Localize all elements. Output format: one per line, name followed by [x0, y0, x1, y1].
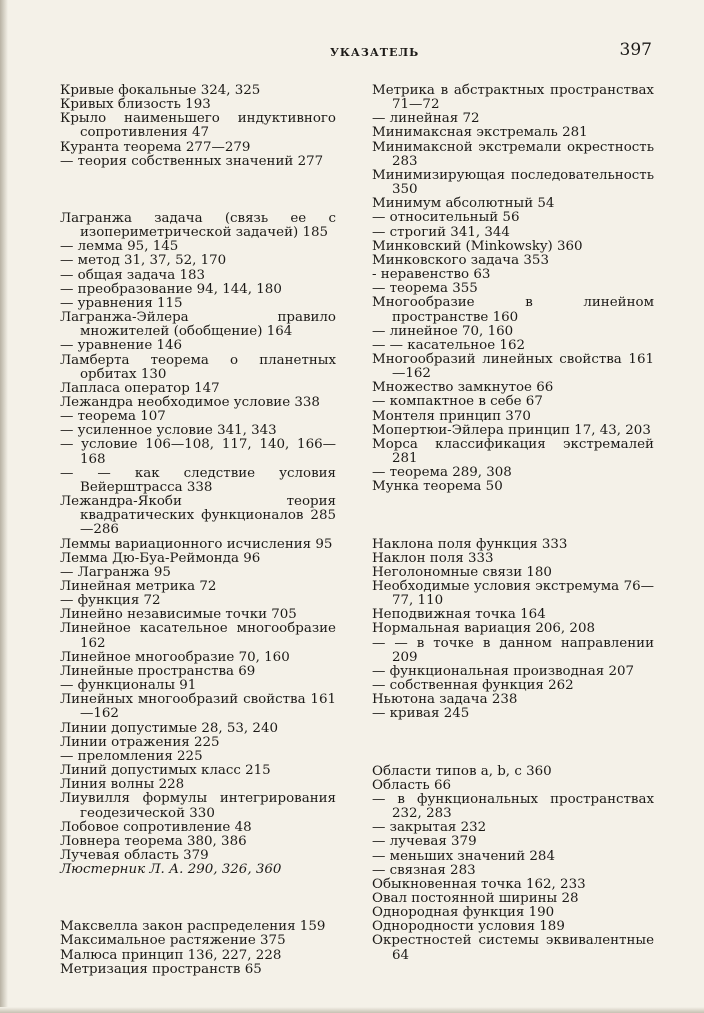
- index-entry: Ньютона задача 238: [372, 692, 518, 708]
- index-entry: Минковский (Minkowsky) 360: [372, 238, 583, 254]
- index-entry: Однородная функция 190: [372, 905, 555, 921]
- page-header: [60, 40, 664, 62]
- letter-group-gap: [372, 495, 654, 538]
- index-entry: — преобразование 94, 144, 180: [60, 281, 282, 297]
- index-entry: Минимаксная экстремаль 281: [372, 125, 588, 141]
- index-entry: Многообразие в линейном пространстве 160: [372, 295, 654, 325]
- index-entry: Однородности условия 189: [372, 919, 565, 935]
- index-entry: Кривые фокальные 324, 325: [60, 83, 261, 98]
- index-entry: Линейных многообразий свойства 161—162: [60, 692, 336, 722]
- index-entry: — в функциональных пространствах 232, 283: [372, 791, 654, 822]
- index-entry: — строгий 341, 344: [372, 224, 510, 240]
- index-entry: Минимум абсолютный 54: [372, 196, 555, 212]
- index-entry: — линейная 72: [372, 111, 480, 127]
- index-entry: — преломления 225: [60, 748, 203, 764]
- index-entry: Наклона поля функция 333: [372, 536, 568, 552]
- index-entry: — меньших значений 284: [372, 848, 555, 864]
- index-entry: Неголономные связи 180: [372, 564, 552, 580]
- index-entry: — компактное в себе 67: [372, 394, 543, 410]
- index-entry: Лапласа оператор 147: [60, 380, 220, 396]
- index-entry: — общая задача 183: [60, 267, 206, 283]
- index-entry: Метрика в абстрактных пространствах 71—72: [372, 83, 654, 113]
- index-entry: Линейные пространства 69: [60, 663, 256, 679]
- index-entry: Леммы вариационного исчисления 95: [60, 536, 333, 552]
- index-entry: Наклон поля 333: [372, 550, 494, 566]
- index-entry: — относительный 56: [372, 210, 520, 226]
- index-entry: Мунка теорема 50: [372, 479, 503, 495]
- index-entry: — — в точке в данном направлении 209: [372, 635, 654, 665]
- index-entry: Неподвижная точка 164: [372, 607, 546, 623]
- index-entry: Линейное касательное многообразие 162: [60, 621, 336, 651]
- index-entry: Область 66: [372, 777, 452, 793]
- index-entry: — уравнение 146: [60, 338, 183, 354]
- index-entry: — теорема 289, 308: [372, 465, 512, 481]
- index-entry: Линий допустимых класс 215: [60, 763, 271, 779]
- letter-group-gap: [60, 877, 336, 920]
- index-entry: — связная 283: [372, 862, 476, 878]
- index-entry: Кривых близость 193: [60, 97, 211, 113]
- index-entry: Малюса принцип 136, 227, 228: [60, 947, 282, 963]
- index-entry: — уравнения 115: [60, 295, 183, 311]
- index-entry: Линии допустимые 28, 53, 240: [60, 720, 278, 736]
- index-entry: Монтеля принцип 370: [372, 408, 531, 424]
- running-title: УКАЗАТЕЛЬ: [330, 46, 420, 59]
- index-entry: — линейное 70, 160: [372, 323, 514, 339]
- index-entry: Нормальная вариация 206, 208: [372, 621, 595, 637]
- index-entry: Лобовое сопротивление 48: [60, 819, 252, 835]
- index-entry: — функциональная производная 207: [372, 663, 635, 679]
- page-shadow-bottom: [0, 1007, 704, 1013]
- index-entry: Мопертюи-Эйлера принцип 17, 43, 203: [372, 422, 651, 438]
- index-entry: — усиленное условие 341, 343: [60, 423, 277, 439]
- index-entry: Минимизирующая последовательность 350: [372, 167, 654, 198]
- index-entry: — лемма 95, 145: [60, 239, 179, 255]
- index-entry: — — касательное 162: [372, 337, 525, 353]
- index-entry: — Лагранжа 95: [60, 564, 171, 580]
- index-entry: Морса классификация экстремалей 281: [372, 436, 654, 467]
- index-entry: Множество замкнутое 66: [372, 380, 554, 396]
- index-entry: Люстерник Л. А. 290, 326, 360: [60, 862, 282, 878]
- index-entry: — кривая 245: [372, 706, 470, 722]
- index-entry: Линейно независимые точки 705: [60, 607, 297, 623]
- index-entry: — теорема 107: [60, 409, 166, 425]
- index-entry: Куранта теорема 277—279: [60, 139, 251, 155]
- index-entry: Лежандра необходимое условие 338: [60, 394, 320, 410]
- index-column-right: [372, 84, 654, 963]
- index-entry: Необходимые условия экстремума 76—77, 110: [372, 579, 654, 609]
- page-number: 397: [619, 40, 652, 60]
- index-entry: Лагранжа задача (связь ее с изопериметрической задачей) 185: [60, 210, 336, 241]
- index-entry: — теорема 355: [372, 281, 478, 297]
- index-entry: — собственная функция 262: [372, 678, 574, 694]
- index-entry: Крыло наименьшего индуктивного сопротивления 47: [60, 111, 336, 141]
- index-entry: Метризация пространств 65: [60, 961, 262, 977]
- page-shadow-left: [0, 0, 8, 1013]
- index-entry: Лучевая область 379: [60, 847, 209, 863]
- index-entry: Максвелла закон распределения 159: [60, 919, 326, 935]
- index-entry: — функционалы 91: [60, 678, 197, 694]
- index-entry: Лемма Дю-Буа-Реймонда 96: [60, 550, 261, 566]
- index-entry: Ламберта теорема о планетных орбитах 130: [60, 352, 336, 382]
- index-entry: Линия волны 228: [60, 777, 185, 793]
- index-entry: Лиувилля формулы интегрирования геодезической 330: [60, 791, 336, 821]
- index-entry: Минимаксной экстремали окрестность 283: [372, 139, 654, 169]
- index-entry: Минковского задача 353: [372, 252, 549, 268]
- index-entry: — закрытая 232: [372, 820, 487, 836]
- letter-group-gap: [372, 722, 654, 765]
- index-entry: Максимальное растяжение 375: [60, 933, 286, 949]
- index-entry: Окрестностей системы эквивалентные 64: [372, 933, 654, 963]
- index-entry: Лагранжа-Эйлера правило множителей (обобщение) 164: [60, 310, 336, 340]
- index-entry: Обыкновенная точка 162, 233: [372, 876, 586, 892]
- index-entry: Ловнера теорема 380, 386: [60, 833, 247, 849]
- index-entry: — лучевая 379: [372, 834, 477, 850]
- index-entry: — функция 72: [60, 593, 161, 609]
- index-entry: — метод 31, 37, 52, 170: [60, 253, 227, 269]
- index-entry: Линии отражения 225: [60, 734, 220, 750]
- index-entry: Линейная метрика 72: [60, 579, 217, 594]
- index-entry: Лежандра-Якоби теория квадратических функционалов 285—286: [60, 494, 336, 538]
- index-entry: Овал постоянной ширины 28: [372, 890, 579, 906]
- letter-group-gap: [60, 169, 336, 212]
- index-entry: Линейное многообразие 70, 160: [60, 649, 290, 665]
- index-column-left: [60, 84, 336, 977]
- index-entry: - неравенство 63: [372, 267, 491, 283]
- index-entry: Области типов a, b, c 360: [372, 763, 552, 779]
- index-entry: Многообразий линейных свойства 161—162: [372, 351, 654, 382]
- index-entry: — — как следствие условия Вейерштрасса 338: [60, 465, 336, 495]
- index-entry: — теория собственных значений 277: [60, 153, 324, 169]
- index-entry: — условие 106—108, 117, 140, 166—168: [60, 437, 336, 467]
